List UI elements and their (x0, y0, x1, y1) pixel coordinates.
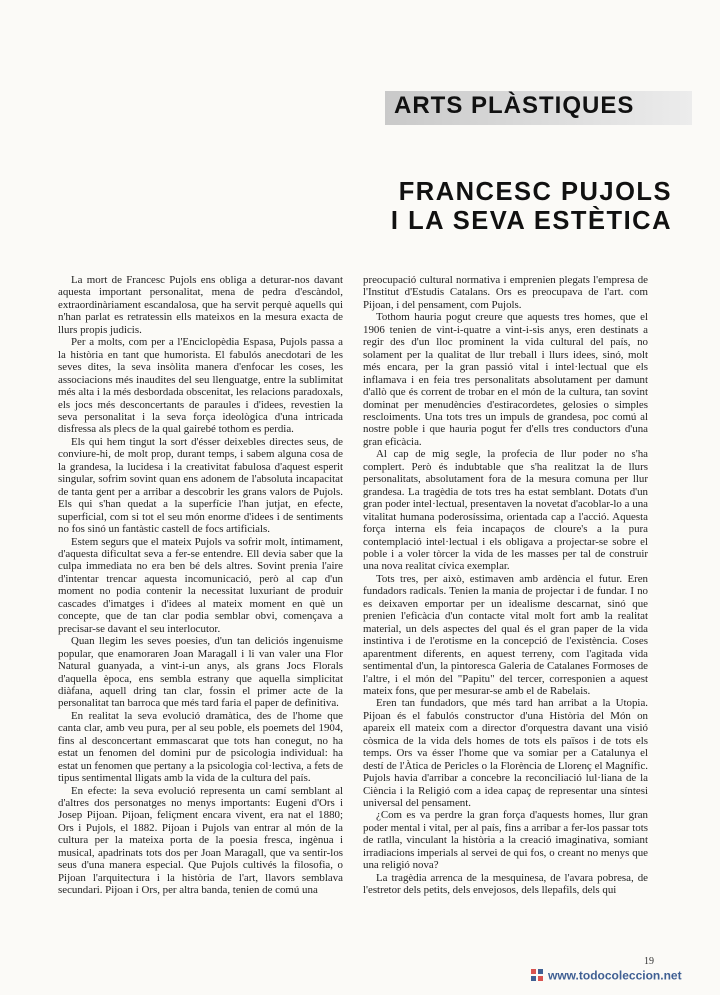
article-title-line-2: I LA SEVA ESTÈTICA (390, 207, 672, 235)
left-column (58, 274, 343, 897)
paragraph: Tots tres, per això, estimaven amb ardència el futur. Eren fundadors radicals. Tenien la mania de projectar i de fundar. I no es deixaven emportar per un idealisme descarnat, sinó que prenien l'eficàcia d'un contacte vital molt fort amb la realitat material, un dels aspectes del qual és el gran paper de la vida instintiva i de l'erotisme en la concepció de l'existència. Coses aparentment diferents, en aquest terreny, com l'agitada vida sentimental d'un, la pintoresca Galeria de Catalanes Formoses de l'altre, i el món del "Papitu" del tercer, corresponien a aquest mateix fons, que per mesurar-se amb el de Rabelais. (363, 572, 648, 697)
paragraph: La tragèdia arrenca de la mesquinesa, de l'avara pobresa, de l'estretor dels petits, dels envejosos, dels llepafils, dels qui (363, 871, 648, 897)
paragraph: En efecte: la seva evolució representa un camí semblant al d'altres dos personatges no menys importants: Eugeni d'Ors i Josep Pijoan. Pijoan, feliçment encara vivent, era nat el 1880; Ors i Pujols, el 1882. Pijoan i Pujols van entrar al món de la cultura per la mateixa porta de la poesia fresca, ingènua i musical, apadrinats tots dos per Joan Maragall, que va sentir-los seus d'una manera especial. Que Pujols cultivés la filosofia, o Pijoan l'arquitectura i la història de l'art, llavors semblava secundari. Pijoan i Ors, per altra banda, tenien de comú una (58, 784, 343, 897)
paragraph: La mort de Francesc Pujols ens obliga a deturar-nos davant aquesta important personalitat, mena de pedra d'escàndol, extraordinàriament escandalosa, que ha servit perquè aquells qui n'han parlat es retratessin ells mateixos en la mesura exacta de llurs propis judicis. (58, 274, 343, 336)
watermark-logo-icon (530, 968, 544, 985)
paragraph: Tothom hauria pogut creure que aquests tres homes, que el 1906 tenien de vint-i-quatre a vint-i-sis anys, eren destinats a regir des d'un lloc prominent la vida cultural del país, no solament per la qualitat de llur treball i llurs idees, sinó, molt més encara, per la gran passió vital i intel·lectual que els inflamava i en feia tres personalitats absolutament per damunt d'allò que és corrent de trobar en el món de la cultura, tan sovint dominat per menudències d'estiracordetes, gelosies o simples rescloiments. Una tots tres un impuls de grandesa, poc comú al nostre poble i que hauria pogut fer d'ells tres conductors d'una gran eficàcia. (363, 311, 648, 448)
paragraph: ¿Com es va perdre la gran força d'aquests homes, llur gran poder mental i vital, per al país, fins a arribar a fer-los passar tots de ratlla, vinculant la història a la creació imaginativa, somiant irradiacions imperials al servei de qui fos, o creant no menys que una religió nova? (363, 809, 648, 872)
right-column (363, 274, 648, 897)
watermark-text: www.todocoleccion.net (548, 968, 682, 983)
paragraph: Al cap de mig segle, la profecia de llur poder no s'ha complert. Però és indubtable que s'ha realitzat la de llurs personalitats, absolutament fora de la mesura comuna per llur grandesa. La tragèdia de tots tres ha estat semblant. Dotats d'un gran poder intel·lectual, presentaven la novetat d'acoblar-lo a una vitalitat humana poderosíssima, orientada cap a l'acció. Aquesta força interna els feia incapaços de cloure's a la pura contemplació intel·lectual i els obligava a projectar-se sobre el poble i a voler tòrcer la vida de les masses per tal de construir una nova realitat cívica exemplar. (363, 448, 648, 573)
paragraph: Els qui hem tingut la sort d'ésser deixebles directes seus, de conviure-hi, de molt prop, durant temps, i sabem alguna cosa de la grandesa, la lucidesa i la creativitat fabulosa d'aquest esperit singular, sofrim sovint quan ens adonem de l'absoluta incapacitat de tanta gent per a arribar a descobrir les grans valors de Pujols. Els qui s'han quedat a la superfície l'han jutjat, en efecte, superficial, com si tot el seu món enorme d'idees i de sentiments no fos sinó un fantàstic castell de focs artificials. (58, 435, 343, 536)
article-title-line-1: FRANCESC PUJOLS (398, 178, 672, 206)
paragraph: Per a molts, com per a l'Enciclopèdia Espasa, Pujols passa a la història en tant que humorista. El fabulós anecdotari de les seves dites, la seva insòlita manera d'enfocar les coses, les associacions més inaudites del seu llenguatge, entre la sublimitat més alta i la més desbordada obscenitat, les relacions paradoxals, els jocs més desconcertants de paraules i d'idees, revestien la seva personalitat i la seva força ideològica d'una intricada disfressa als plecs de la qual gairebé tothom es perdia. (58, 336, 343, 436)
page-number: 19 (644, 956, 654, 967)
paragraph: En realitat la seva evolució dramàtica, des de l'home que canta clar, amb veu pura, per al seu poble, els poemets del 1904, fins al desconcertant emmascarat que tots han conegut, no ha estat un fenomen del domini pur de psicologia individual: ha estat un fenomen que pertany a la psicologia col·lectiva, a fets de tipus sentimental lligats amb la vida de la cultura del país. (58, 709, 343, 785)
paragraph: Quan llegim les seves poesies, d'un tan deliciós ingenuisme popular, que enamoraren Joan Maragall i li van valer una Flor Natural guanyada, a vint-i-un anys, als grans Jocs Florals d'aquella època, ens sembla estrany que aquella simplicitat diàfana, aquell dring tan clar, fossin el primer acte de la personalitat tan barroca que més tard faria el paper de definitiva. (58, 635, 343, 710)
watermark (530, 968, 682, 985)
paragraph: preocupació cultural normativa i emprenien plegats l'empresa de l'Institut d'Estudis Catalans. Ors es preocupava de l'art. com Pijoan, i del pensament, com Pujols. (363, 274, 648, 311)
paragraph: Estem segurs que el mateix Pujols va sofrir molt, íntimament, d'aquesta dificultat seva a fer-se entendre. Ell devia saber que la culpa immediata no era ben bé dels altres. Sovint prenia l'aire d'intentar trencar aquesta incomunicació, però al cap d'un moment no podia contenir la necessitat luxuriant de produir cascades d'imatges i d'idees al mateix moment en què un concepte, que de tan clar podia semblar obvi, començava a precisar-se davant el seu interlocutor. (58, 535, 343, 635)
section-title: ARTS PLÀSTIQUES (394, 92, 635, 119)
article-title (380, 178, 672, 236)
paragraph: Eren tan fundadors, que més tard han arribat a la Utopia. Pijoan és el fabulós constructor d'una Història del Món on apareix ell mateix com a director d'orquestra davant una visió còsmica de la vida dels homes de tots els països i de tots els temps. Ors va ésser l'home que va somiar per a Catalunya el destí de l'Àtica de Pericles o la Florència de Llorenç el Magnífic. Pujols havia d'arribar a concebre la reconciliació lul·liana de la Ciència i la Religió com a idea capaç de representar una síntesi universal del pensament. (363, 697, 648, 810)
